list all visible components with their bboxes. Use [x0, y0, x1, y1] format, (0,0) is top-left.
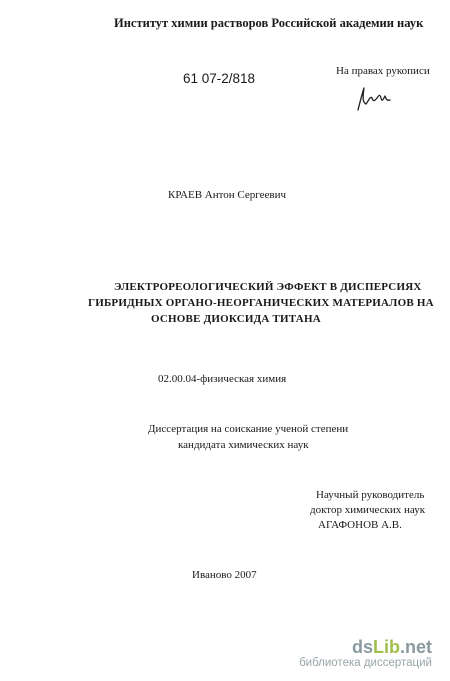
document-number: 61 07-2/818	[183, 71, 256, 86]
rights-note: На правах рукописи	[336, 65, 430, 77]
degree-statement	[0, 424, 450, 456]
watermark-logo: dsLib.net	[351, 636, 432, 657]
institute-header: Институт химии растворов Российской академии наук	[114, 16, 424, 30]
specialty-code: 02.00.04-физическая химия	[158, 373, 287, 385]
dslib-watermark	[299, 638, 432, 670]
title-line: ГИБРИДНЫХ ОРГАНО-НЕОРГАНИЧЕСКИХ МАТЕРИАЛОВ НА	[88, 297, 434, 309]
degree-line: кандидата химических наук	[178, 439, 309, 451]
watermark-subtitle: библиотека диссертаций	[299, 656, 432, 669]
handwritten-signature	[352, 84, 392, 114]
title-line: ОСНОВЕ ДИОКСИДА ТИТАНА	[151, 313, 321, 325]
dissertation-title	[0, 282, 450, 330]
supervisor-name: АГАФОНОВ А.В.	[318, 519, 402, 531]
supervisor-degree: доктор химических наук	[310, 504, 426, 516]
title-line: ЭЛЕКТРОРЕОЛОГИЧЕСКИЙ ЭФФЕКТ В ДИСПЕРСИЯХ	[114, 281, 422, 293]
author-name: КРАЕВ Антон Сергеевич	[168, 189, 287, 201]
degree-line: Диссертация на соискание ученой степени	[148, 423, 349, 435]
supervisor-block	[0, 490, 450, 535]
supervisor-role: Научный руководитель	[316, 489, 425, 501]
city-year: Иваново 2007	[192, 569, 257, 581]
